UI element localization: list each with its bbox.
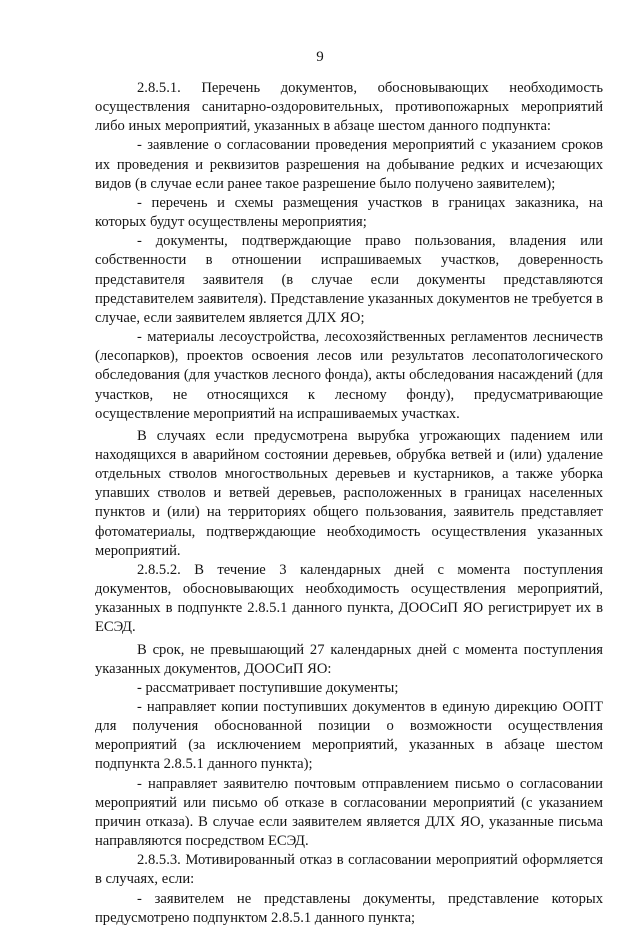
paragraph-2-8-5-3: 2.8.5.3. Мотивированный отказ в согласовании мероприятий оформляется в случаях, если: xyxy=(95,852,603,888)
list-item-send-copies: - направляет копии поступивших документов в единую дирекцию ООПТ для получения обоснованной позиции о возможности осуществления мероприятий (за исключением мероприятий, указанных в абзаце шестом подпункта 2.8.5.1 данного пункта); xyxy=(95,699,603,773)
document-body xyxy=(95,79,603,928)
list-item-missing-documents: - заявителем не представлены документы, представление которых предусмотрено подпунктом 2.8.5.1 данного пункта; xyxy=(95,890,603,926)
list-item-review-documents: - рассматривает поступившие документы; xyxy=(137,679,399,696)
paragraph-27-day-deadline: В срок, не превышающий 27 календарных дней с момента поступления указанных документов, ДООСиП ЯО: xyxy=(95,641,603,677)
paragraph-2-8-5-1: 2.8.5.1. Перечень документов, обосновывающих необходимость осуществления санитарно-оздоровительных, противопожарных мероприятий либо иных мероприятий, указанных в абзаце шестом данного подпункта: xyxy=(95,80,603,135)
paragraph-tree-felling-photos: В случаях если предусмотрена вырубка угрожающих падением или находящихся в аварийном состоянии деревьев, обрубка ветвей и (или) удаление отдельных стволов многоствольных деревьев и кустарников, а также уборка упавших стволов и ветвей деревьев, расположенных в границах населенных пунктов и (или) на территориях общего пользования, заявитель представляет фотоматериалы, подтверждающие необходимость осуществления указанных мероприятий. xyxy=(95,427,603,559)
page-number: 9 xyxy=(316,49,324,65)
list-item-forest-materials: - материалы лесоустройства, лесохозяйственных регламентов лесничеств (лесопарков), проектов освоения лесов или результатов лесопатологического обследования (для участков лесного фонда), акты обследования насаждений (для участков, не относящихся к лесному фонду), предусматривающие осуществление мероприятий на испрашиваемых участках. xyxy=(95,329,603,422)
list-item-send-letter: - направляет заявителю почтовым отправлением письмо о согласовании мероприятий или письмо об отказе в согласовании мероприятий (с указанием причин отказа). В случае если заявителем является ДЛХ ЯО, указанные письма направляются посредством ЕСЭД. xyxy=(95,775,603,850)
list-item-application: - заявление о согласовании проведения мероприятий с указанием сроков их проведения и реквизитов разрешения на добывание редких и исчезающих видов (в случае если ранее такое разрешение было получено заявителем); xyxy=(95,137,603,192)
paragraph-2-8-5-2: 2.8.5.2. В течение 3 календарных дней с момента поступления документов, обосновывающих необходимость осуществления мероприятий, указанных в подпункте 2.8.5.1 данного пункта, ДООСиП ЯО регистрирует их в ЕСЭД. xyxy=(95,561,603,636)
list-item-site-schemes: - перечень и схемы размещения участков в границах заказника, на которых будут осуществлены мероприятия; xyxy=(95,194,603,231)
list-item-ownership-docs: - документы, подтверждающие право пользования, владения или собственности в отношении испрашиваемых участков, доверенность представителя заявителя (в случае если документы представляются представителем заявителя). Представление указанных документов не требуется в случае, если заявителем является ДЛХ ЯО; xyxy=(95,233,603,326)
